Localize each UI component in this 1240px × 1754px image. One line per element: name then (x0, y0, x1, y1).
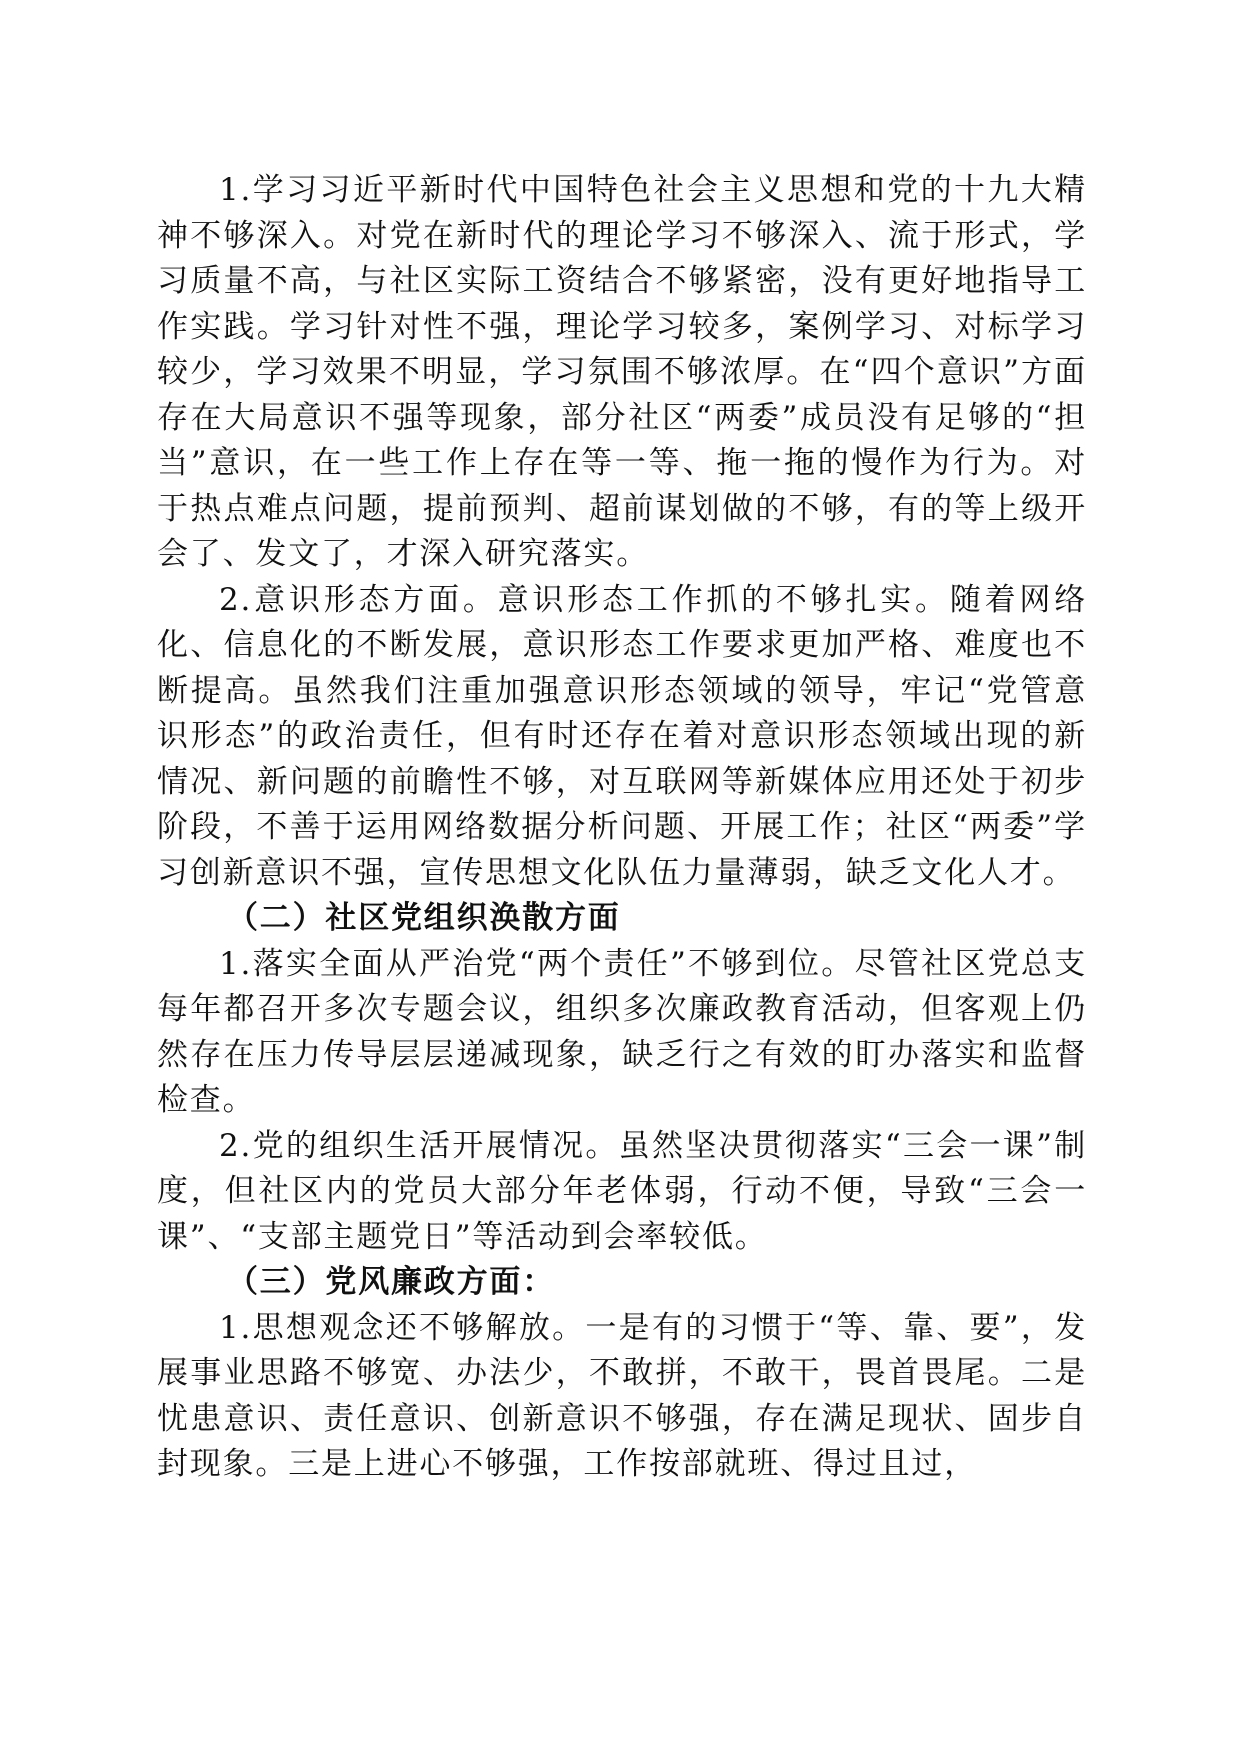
paragraph-5-thinking-concepts: 1.思想观念还不够解放。一是有的习惯于“等、靠、要”，发展事业思路不够宽、办法少，不敢拼，不敢干，畏首畏尾。二是忧患意识、责任意识、创新意识不够强，存在满足现状、固步自封现象。三是上进心不够强，工作按部就班、得过且过， (157, 1309, 1087, 1482)
document-body (157, 168, 1087, 1488)
section-heading-party-conduct: （三）党风廉政方面： (227, 1264, 555, 1300)
paragraph-3-two-responsibilities: 1.落实全面从严治党“两个责任”不够到位。尽管社区党总支每年都召开多次专题会议，组织多次廉政教育活动，但客观上仍然存在压力传导层层递减现象，缺乏行之有效的盯办落实和监督检查。 (157, 945, 1087, 1118)
section-heading-party-organization: （二）社区党组织涣散方面 (227, 900, 621, 936)
paragraph-2-ideology: 2.意识形态方面。意识形态工作抓的不够扎实。随着网络化、信息化的不断发展，意识形态工作要求更加严格、难度也不断提高。虽然我们注重加强意识形态领域的领导，牢记“党管意识形态”的政治责任，但有时还存在着对意识形态领域出现的新情况、新问题的前瞻性不够，对互联网等新媒体应用还处于初步阶段，不善于运用网络数据分析问题、开展工作；社区“两委”学习创新意识不强，宣传思想文化队伍力量薄弱，缺乏文化人才。 (157, 581, 1087, 891)
paragraph-4-organizational-life: 2.党的组织生活开展情况。虽然坚决贯彻落实“三会一课”制度，但社区内的党员大部分年老体弱，行动不便，导致“三会一课”、“支部主题党日”等活动到会率较低。 (157, 1127, 1087, 1255)
paragraph-1-study-thought: 1.学习习近平新时代中国特色社会主义思想和党的十九大精神不够深入。对党在新时代的理论学习不够深入、流于形式，学习质量不高，与社区实际工资结合不够紧密，没有更好地指导工作实践。学习针对性不强，理论学习较多，案例学习、对标学习较少，学习效果不明显，学习氛围不够浓厚。在“四个意识”方面存在大局意识不强等现象，部分社区“两委”成员没有足够的“担当”意识，在一些工作上存在等一等、拖一拖的慢作为行为。对于热点难点问题，提前预判、超前谋划做的不够，有的等上级开会了、发文了，才深入研究落实。 (157, 172, 1087, 572)
